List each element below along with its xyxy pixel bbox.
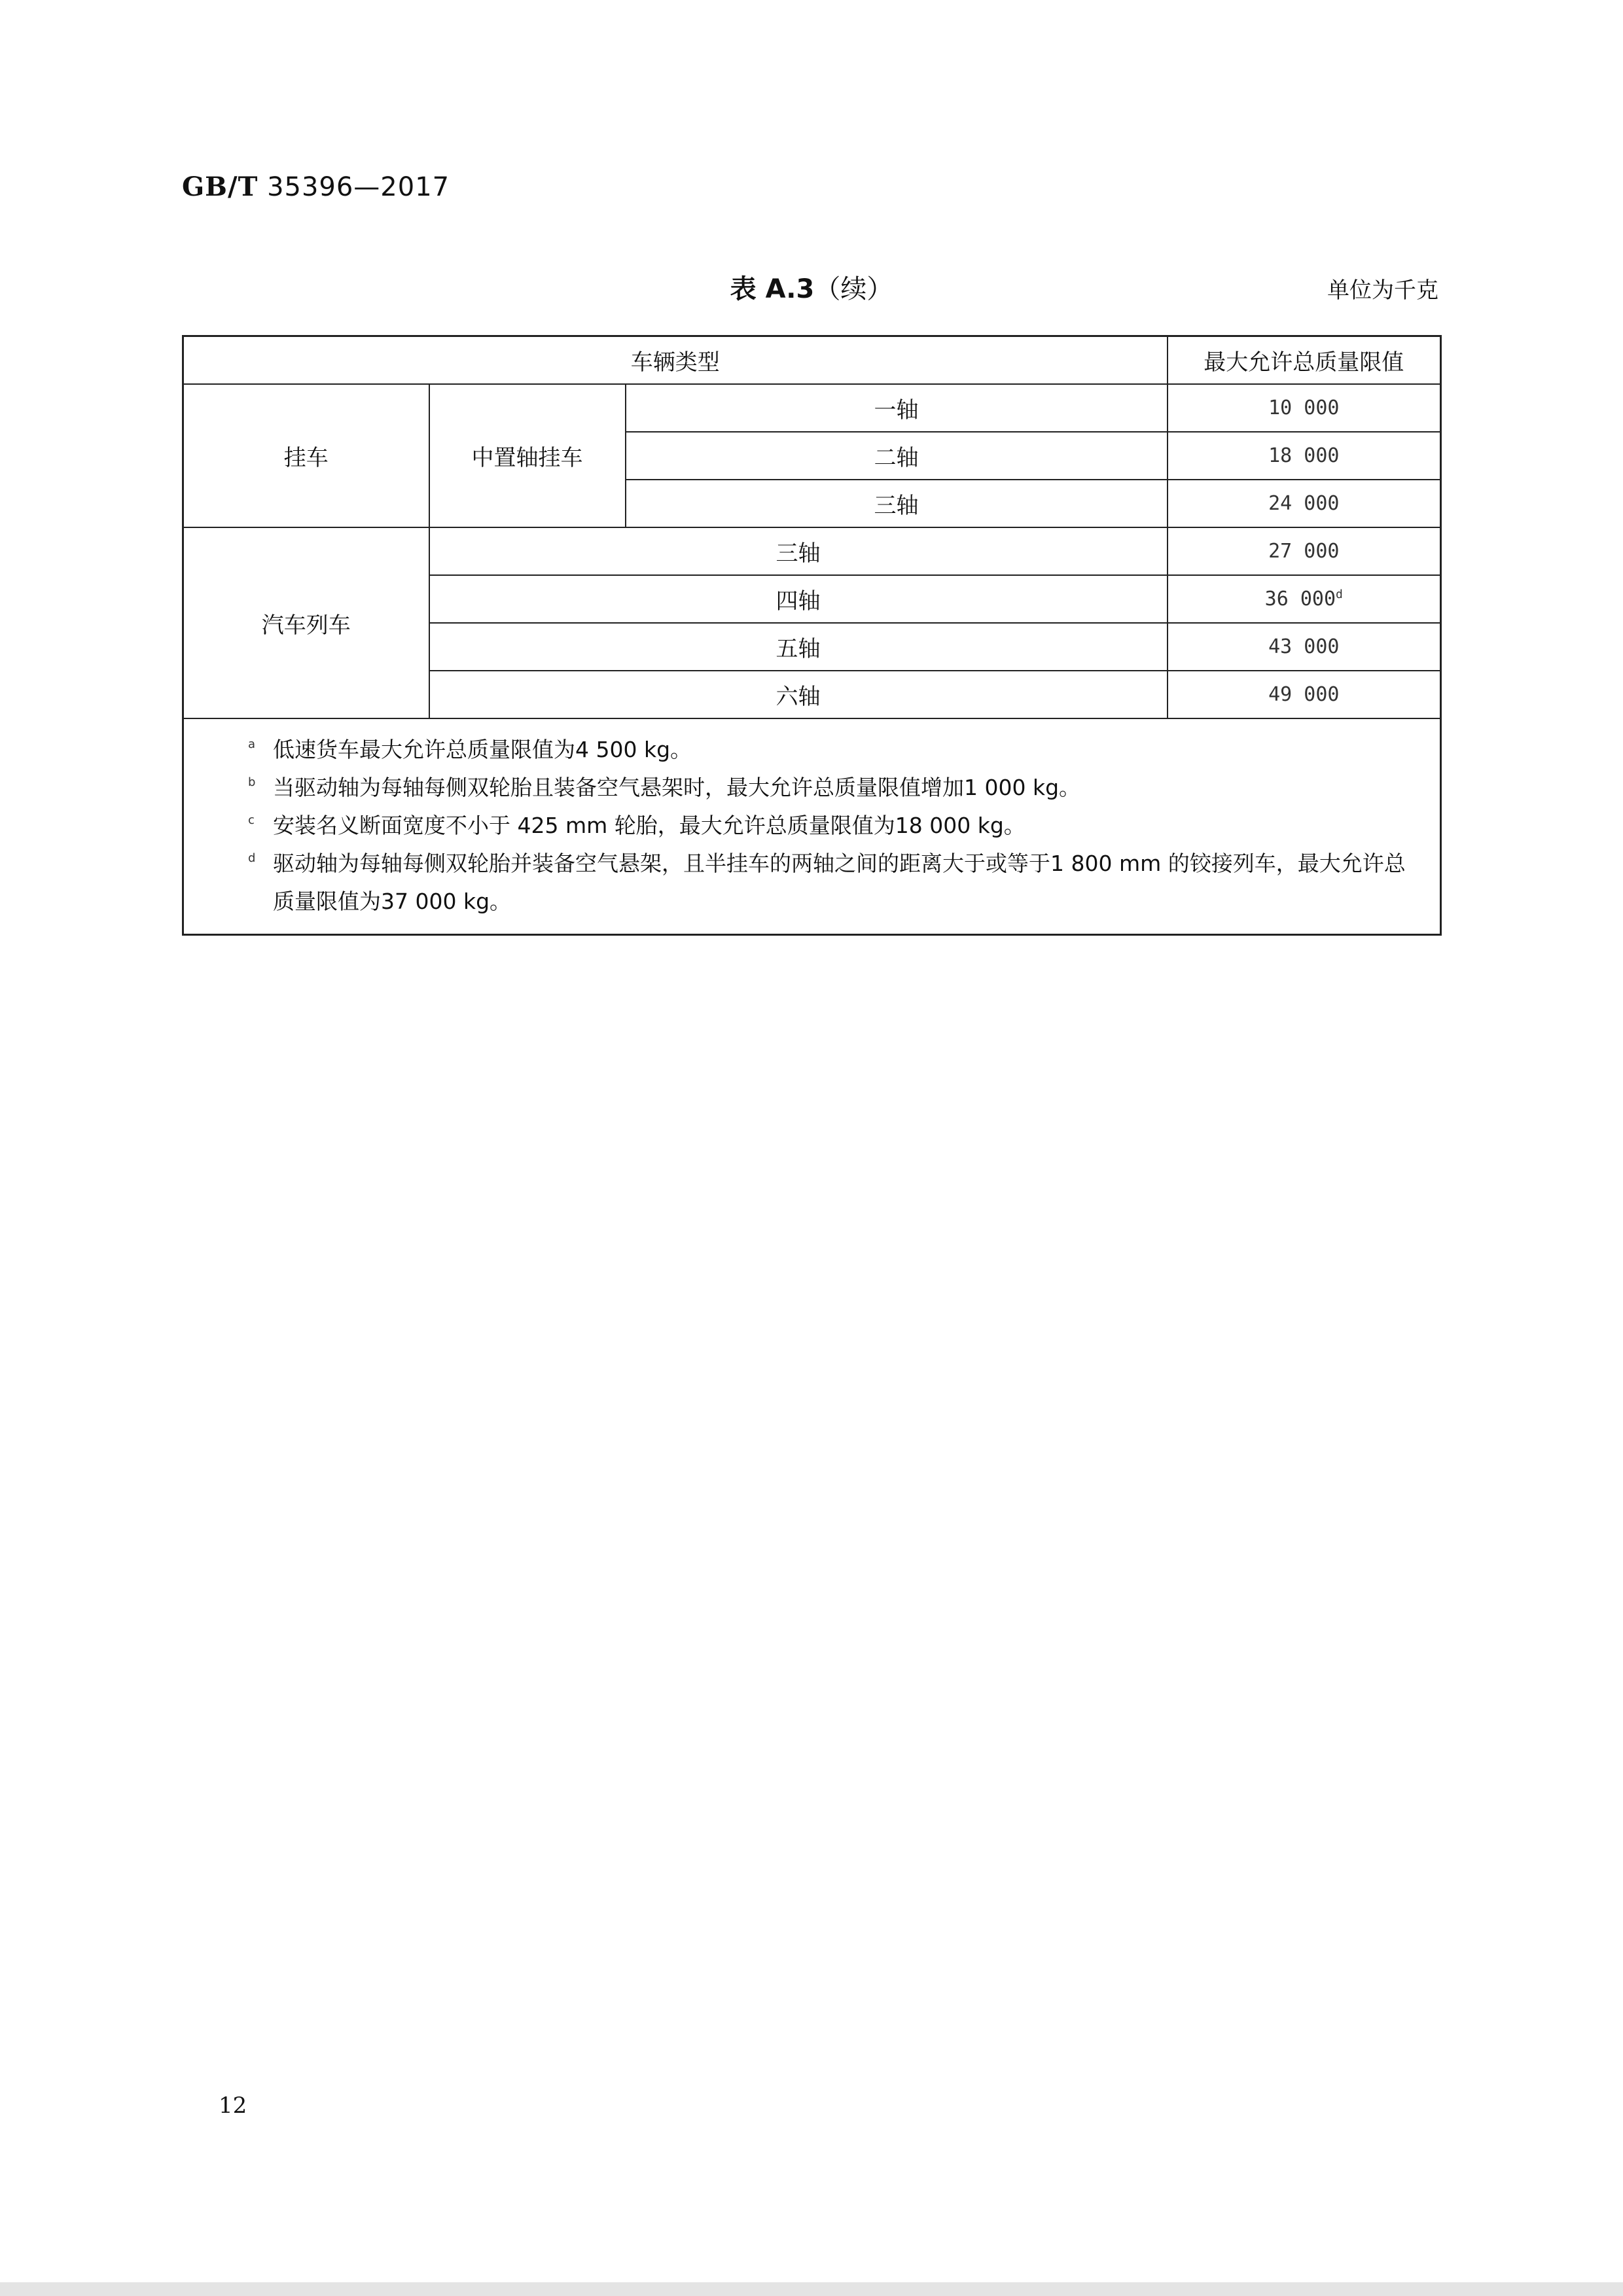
footnote-mark: b	[248, 775, 256, 789]
group-road-train: 汽车列车	[183, 527, 429, 718]
footnotes-row	[183, 718, 1441, 935]
footnote-mark: c	[248, 813, 255, 827]
axle-cell: 一轴	[626, 384, 1168, 432]
footnote-text: 当驱动轴为每轴每侧双轮胎且装备空气悬架时，最大允许总质量限值增加1 000 kg。	[273, 775, 1081, 800]
value-cell: 24 000	[1168, 480, 1441, 527]
standard-number: 35396—2017	[267, 172, 450, 202]
table-title-continued: （续）	[814, 274, 893, 304]
axle-cell: 二轴	[626, 432, 1168, 480]
value-cell	[1168, 671, 1441, 718]
axle-cell: 四轴	[429, 575, 1168, 623]
footnote-text: 低速货车最大允许总质量限值为4 500 kg。	[273, 737, 692, 762]
value-text: 49 000	[1268, 683, 1340, 706]
axle-cell: 五轴	[429, 623, 1168, 671]
value-text: 43 000	[1268, 635, 1340, 658]
bottom-edge-band	[0, 2282, 1623, 2296]
value-cell	[1168, 575, 1441, 623]
value-text: 36 000	[1264, 588, 1336, 610]
group-trailer: 挂车	[183, 384, 429, 527]
value-cell	[1168, 623, 1441, 671]
document-identifier	[182, 171, 450, 202]
header-max-mass-limit: 最大允许总质量限值	[1168, 336, 1441, 385]
header-vehicle-type: 车辆类型	[183, 336, 1168, 385]
axle-cell: 六轴	[429, 671, 1168, 718]
value-cell	[1168, 527, 1441, 575]
footnotes-cell	[183, 718, 1441, 935]
footnote-mark: a	[248, 737, 256, 751]
table-header-row	[183, 336, 1441, 385]
standard-prefix: GB/T	[182, 171, 259, 202]
footnote-mark: d	[248, 851, 256, 865]
footnote	[184, 769, 1440, 807]
footnote-text: 驱动轴为每轴每侧双轮胎并装备空气悬架，且半挂车的两轴之间的距离大于或等于1 800 mm 的铰接列车，最大允许总质量限值为37 000 kg。	[273, 851, 1406, 914]
value-cell: 10 000	[1168, 384, 1441, 432]
footnote	[184, 731, 1440, 769]
value-text: 27 000	[1268, 540, 1340, 563]
mass-limit-table	[182, 335, 1442, 936]
table-row	[183, 527, 1441, 575]
footnote-ref: d	[1336, 588, 1343, 601]
footnote	[184, 807, 1440, 845]
axle-cell: 三轴	[626, 480, 1168, 527]
page-number: 12	[219, 2093, 247, 2119]
subgroup-center-axle-trailer: 中置轴挂车	[429, 384, 626, 527]
table-title-label: 表 A.3	[730, 274, 815, 304]
axle-cell: 三轴	[429, 527, 1168, 575]
unit-note: 单位为千克	[1327, 277, 1438, 304]
footnote-text: 安装名义断面宽度不小于 425 mm 轮胎，最大允许总质量限值为18 000 kg。	[273, 813, 1026, 838]
value-cell: 18 000	[1168, 432, 1441, 480]
table-row	[183, 384, 1441, 432]
footnote	[184, 845, 1440, 921]
